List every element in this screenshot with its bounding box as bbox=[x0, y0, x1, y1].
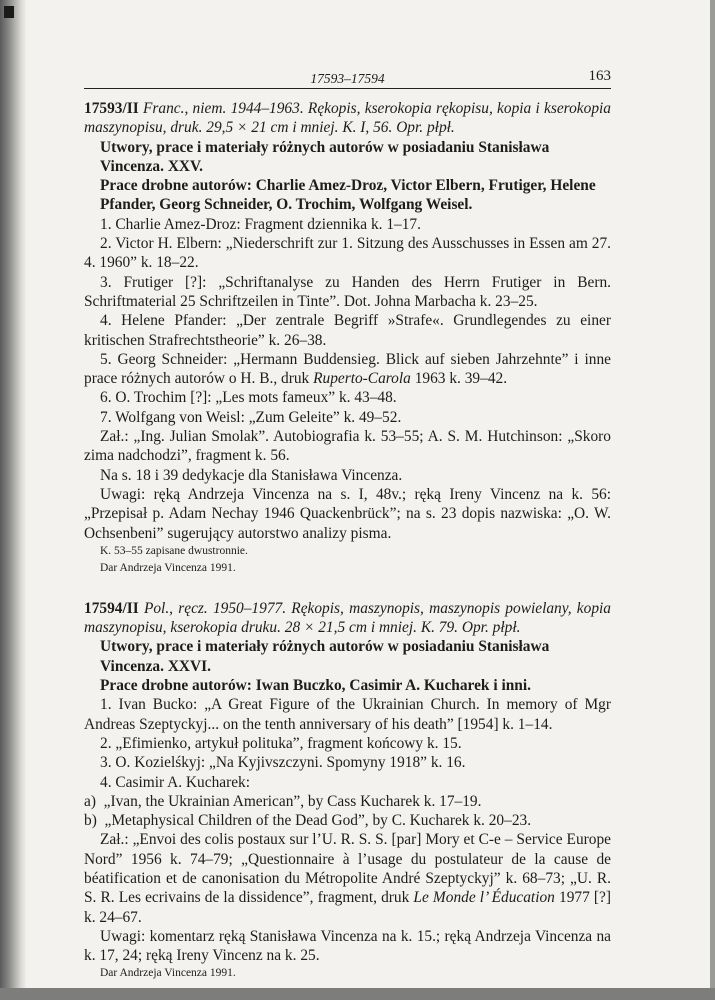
page-number: 163 bbox=[588, 68, 611, 84]
list-item: 2. „Efimienko, artykuł polituka”, fragment końcowy k. 15. bbox=[100, 734, 462, 752]
sub-list-item: b) „Metaphysical Children of the Dead God”, by C. Kucharek k. 20–23. bbox=[84, 812, 532, 830]
entry-description: Pol., ręcz. 1950–1977. Rękopis, maszynopis, maszynopis powielany, kopia maszynopisu, kserokopia druku. 28 × 21,5 cm i mniej. K. 79. Opr. płpł. bbox=[84, 599, 611, 637]
list-item: 7. Wolfgang von Weisl: „Zum Geleite” k. 49–52. bbox=[100, 408, 402, 426]
list-item: 4. Casimir A. Kucharek: bbox=[100, 773, 251, 791]
entry-subtitle: Prace drobne autorów: Iwan Buczko, Casimir A. Kucharek i inni. bbox=[100, 677, 531, 695]
catalog-entry-17594 bbox=[84, 599, 611, 983]
publication-title: Ruperto-Carola bbox=[313, 370, 411, 388]
entry-subtitle: Prace drobne autorów: Charlie Amez-Droz, Victor Elbern, Frutiger, Helene Pfander, Georg Schneider, O. Trochim, Wolfgang Weisel. bbox=[100, 177, 596, 214]
entry-header bbox=[84, 599, 611, 638]
provenance-note: Dar Andrzeja Vincenza 1991. bbox=[100, 561, 236, 574]
list-item: 1. Ivan Bucko: „A Great Figure of the Ukrainian Church. In memory of Mgr Andreas Szeptyckyj... on the tenth anniversary of his death” [1954] k. 1–14. bbox=[84, 696, 611, 733]
list-item bbox=[84, 350, 611, 389]
list-item: 1. Charlie Amez-Droz: Fragment dziennika k. 1–17. bbox=[100, 215, 421, 233]
entry-description: Franc., niem. 1944–1963. Rękopis, kserokopia rękopisu, kopia i kserokopia maszynopisu, druk. 29,5 × 21 cm i mniej. K. I, 56. Opr. płpł. bbox=[84, 100, 611, 137]
dedications-note: Na s. 18 i 39 dedykacje dla Stanisława Vincenza. bbox=[100, 466, 403, 484]
attachments-note: Zał.: „Ing. Julian Smolak”. Autobiografia k. 53–55; A. S. M. Hutchinson: „Skoro zima nadchodzi”, fragment k. 56. bbox=[84, 428, 611, 465]
list-item-text: 5. Georg Schneider: „Hermann Buddensieg. Blick auf sieben Jahrzehnte” i inne prace różnych autorów o H. B., druk bbox=[84, 350, 611, 388]
scan-corner-mark bbox=[4, 6, 14, 18]
list-item-text: 1963 k. 39–42. bbox=[410, 370, 508, 388]
running-header bbox=[84, 58, 611, 89]
entry-title: Utwory, prace i materiały różnych autorów w posiadaniu Stanisława Vincenza. XXVI. bbox=[100, 638, 550, 675]
running-title: 17593–17594 bbox=[310, 71, 385, 86]
remarks-note: Uwagi: komentarz ręką Stanisława Vincenza na k. 15.; ręką Andrzeja Vincenza na k. 17, 24; ręką Ireny Vincenz na k. 25. bbox=[84, 927, 611, 965]
list-item: 4. Helene Pfander: „Der zentrale Begriff »Strafe«. Grundlegendes zu einer kritischen Strafrechtstheorie” k. 26–38. bbox=[84, 312, 611, 349]
attachments-note bbox=[84, 830, 611, 926]
provenance-note: Dar Andrzeja Vincenza 1991. bbox=[100, 967, 236, 980]
page-content bbox=[84, 58, 611, 982]
page-right-edge bbox=[710, 0, 715, 1000]
publication-title: Le Monde l’ Éducation bbox=[413, 889, 555, 907]
list-item: 3. Frutiger [?]: „Schriftanalyse zu Handen des Herrn Frutiger in Bern. Schriftmaterial 25 Schriftzeilen in Tinte”. Dot. Johna Marbacha k. 23–25. bbox=[84, 273, 611, 310]
sub-list-item: a) „Ivan, the Ukrainian American”, by Cass Kucharek k. 17–19. bbox=[84, 792, 482, 810]
entry-separator bbox=[84, 577, 611, 599]
attachments-text: Zał.: „Envoi des colis postaux sur l’U. R. S. S. [par] Mory et C-e – Service Europe Nord” 1956 k. 74–79; „Questionnaire à l’usage du postulateur de la cause de béatification et de canonisation du Métropolite André Szeptyckyj” k. 68–73; „U. R. S. R. Les ecrivains de la dissidence”, fragment, druk bbox=[84, 831, 611, 907]
list-item: 3. O. Kozielśkyj: „Na Kyjivszczyni. Spomyny 1918” k. 16. bbox=[100, 754, 466, 772]
entry-number: 17594/II bbox=[84, 599, 139, 617]
remarks-note: Uwagi: ręką Andrzeja Vincenza na s. I, 48v.; ręką Ireny Vincenz na k. 56: „Przepisał p. Adam Nechay 1946 Quackenbrück”; na s. 23 dopis nazwiska: „O. W. Ochsenbeni” sugerujący autorstwo analizy pisma. bbox=[84, 485, 611, 542]
list-item: 6. O. Trochim [?]: „Les mots fameux” k. 43–48. bbox=[100, 389, 397, 407]
list-item: 2. Victor H. Elbern: „Niederschrift zur 1. Sitzung des Ausschusses in Essen am 27. 4. 1960” k. 18–22. bbox=[84, 235, 611, 272]
entry-number: 17593/II bbox=[84, 100, 139, 117]
small-note: K. 53–55 zapisane dwustronnie. bbox=[100, 544, 248, 557]
catalog-entry-17593 bbox=[84, 99, 611, 577]
attachments-text: 1977 [?] k. 24–67. bbox=[84, 889, 611, 926]
entry-title: Utwory, prace i materiały różnych autorów w posiadaniu Stanisława Vincenza. XXV. bbox=[100, 138, 550, 175]
page-bottom-edge bbox=[0, 988, 715, 1000]
book-binding-edge bbox=[0, 0, 26, 1000]
entry-header bbox=[84, 99, 611, 138]
